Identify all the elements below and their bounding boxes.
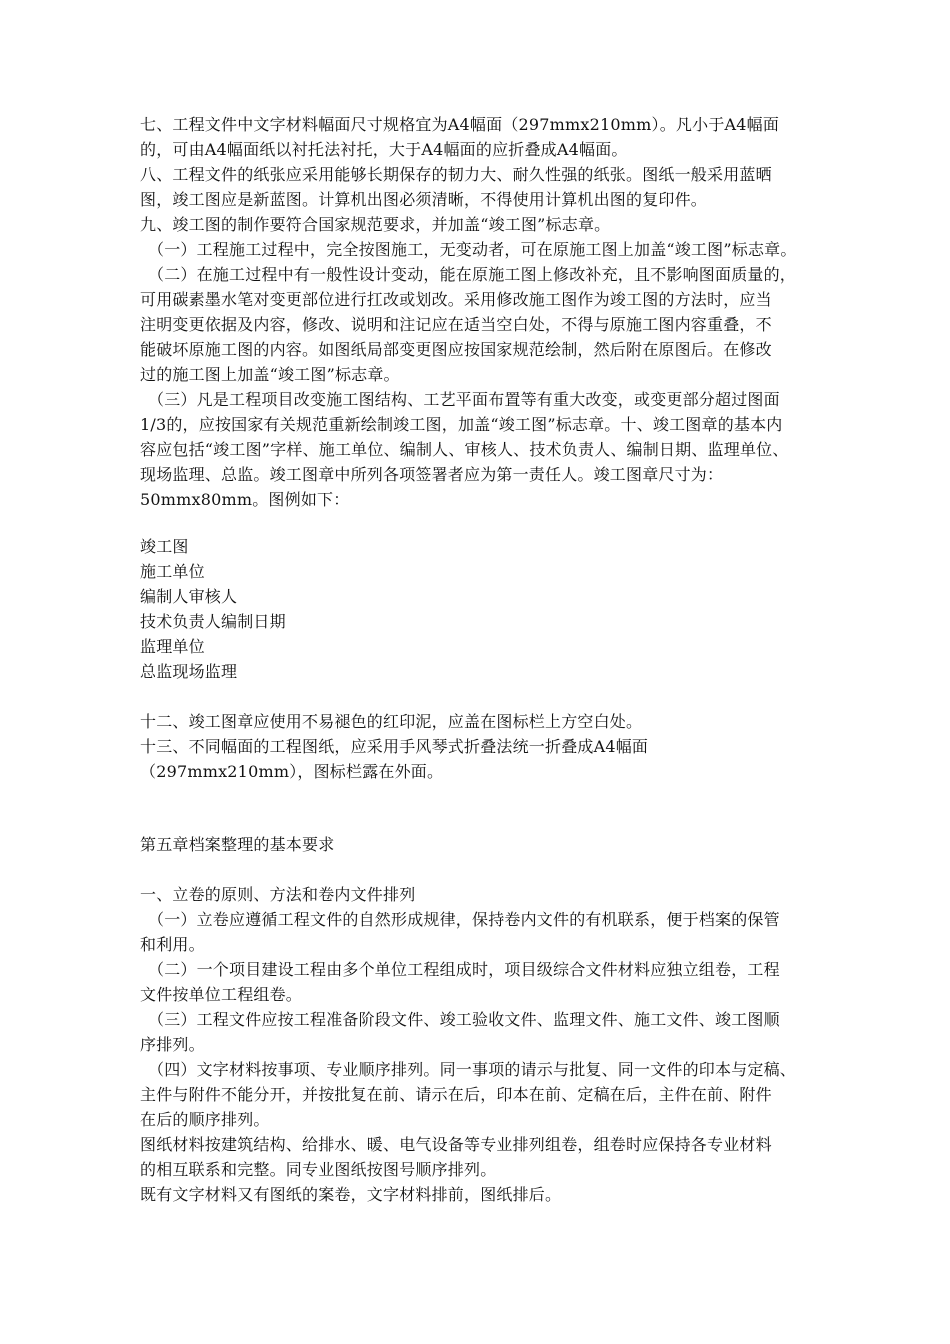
paragraph-line: 和利用。 xyxy=(140,935,205,954)
paragraph-line: 既有文字材料又有图纸的案卷，文字材料排前，图纸排后。 xyxy=(140,1185,562,1204)
paragraph-line: （二）一个项目建设工程由多个单位工程组成时，项目级综合文件材料应独立组卷，工程 xyxy=(148,960,780,979)
paragraph-line: 现场监理、总监。竣工图章中所列各项签署者应为第一责任人。竣工图章尺寸为： xyxy=(140,465,724,484)
paragraph-line: 能破坏原施工图的内容。如图纸局部变更图应按国家规范绘制，然后附在原图后。在修改 xyxy=(140,340,772,359)
paragraph-line: 在后的顺序排列。 xyxy=(140,1110,270,1129)
paragraph-line: 的相互联系和完整。同专业图纸按图号顺序排列。 xyxy=(140,1160,497,1179)
section-heading: 一、立卷的原则、方法和卷内文件排列 xyxy=(140,885,416,904)
paragraph-line: 七、工程文件中文字材料幅面尺寸规格宜为A4幅面（297mmx210mm）。凡小于A4幅面 xyxy=(140,115,780,134)
paragraph-line: 序排列。 xyxy=(140,1035,205,1054)
paragraph-line: 容应包括“竣工图”字样、施工单位、编制人、审核人、技术负责人、编制日期、监理单位、 xyxy=(140,440,789,459)
paragraph-line: （二）在施工过程中有一般性设计变动，能在原施工图上修改补充，且不影响图面质量的， xyxy=(148,265,797,284)
paragraph-line: （四）文字材料按事项、专业顺序排列。同一事项的请示与批复、同一文件的印本与定稿、 xyxy=(148,1060,797,1079)
stamp-item: 施工单位 xyxy=(140,562,205,581)
paragraph-line: 1/3的，应按国家有关规范重新绘制竣工图，加盖“竣工图”标志章。十、竣工图章的基本内 xyxy=(140,415,783,434)
paragraph-line: 十三、不同幅面的工程图纸，应采用手风琴式折叠法统一折叠成A4幅面 xyxy=(140,737,649,756)
paragraph-line: 十二、竣工图章应使用不易褪色的红印泥，应盖在图标栏上方空白处。 xyxy=(140,712,643,731)
paragraph-line: （一）立卷应遵循工程文件的自然形成规律，保持卷内文件的有机联系，便于档案的保管 xyxy=(148,910,780,929)
paragraph-line: 图纸材料按建筑结构、给排水、暖、电气设备等专业排列组卷，组卷时应保持各专业材料 xyxy=(140,1135,772,1154)
paragraph-line: （三）凡是工程项目改变施工图结构、工艺平面布置等有重大改变，或变更部分超过图面 xyxy=(148,390,780,409)
paragraph-line: 主件与附件不能分开，并按批复在前、请示在后，印本在前、定稿在后，主件在前、附件 xyxy=(140,1085,772,1104)
paragraph-line: 八、工程文件的纸张应采用能够长期保存的韧力大、耐久性强的纸张。图纸一般采用蓝晒 xyxy=(140,165,772,184)
stamp-item: 技术负责人编制日期 xyxy=(140,612,286,631)
paragraph-line: 50mmx80mm。图例如下： xyxy=(140,490,350,509)
stamp-item: 总监现场监理 xyxy=(140,662,238,681)
paragraph-line: 过的施工图上加盖“竣工图”标志章。 xyxy=(140,365,400,384)
chapter-title: 第五章档案整理的基本要求 xyxy=(140,835,335,854)
paragraph-line: 文件按单位工程组卷。 xyxy=(140,985,303,1004)
paragraph-line: 图，竣工图应是新蓝图。计算机出图必须清晰，不得使用计算机出图的复印件。 xyxy=(140,190,708,209)
paragraph-line: 九、竣工图的制作要符合国家规范要求，并加盖“竣工图”标志章。 xyxy=(140,215,611,234)
stamp-item: 编制人审核人 xyxy=(140,587,238,606)
paragraph-line: （一）工程施工过程中，完全按图施工，无变动者，可在原施工图上加盖“竣工图”标志章。 xyxy=(148,240,797,259)
paragraph-line: （三）工程文件应按工程准备阶段文件、竣工验收文件、监理文件、施工文件、竣工图顺 xyxy=(148,1010,780,1029)
paragraph-line: 的，可由A4幅面纸以衬托法衬托，大于A4幅面的应折叠成A4幅面。 xyxy=(140,140,628,159)
paragraph-line: 注明变更依据及内容，修改、说明和注记应在适当空白处，不得与原施工图内容重叠，不 xyxy=(140,315,772,334)
stamp-item: 竣工图 xyxy=(140,537,189,556)
stamp-item: 监理单位 xyxy=(140,637,205,656)
paragraph-line: （297mmx210mm），图标栏露在外面。 xyxy=(140,762,444,781)
paragraph-line: 可用碳素墨水笔对变更部位进行扛改或划改。采用修改施工图作为竣工图的方法时，应当 xyxy=(140,290,772,309)
